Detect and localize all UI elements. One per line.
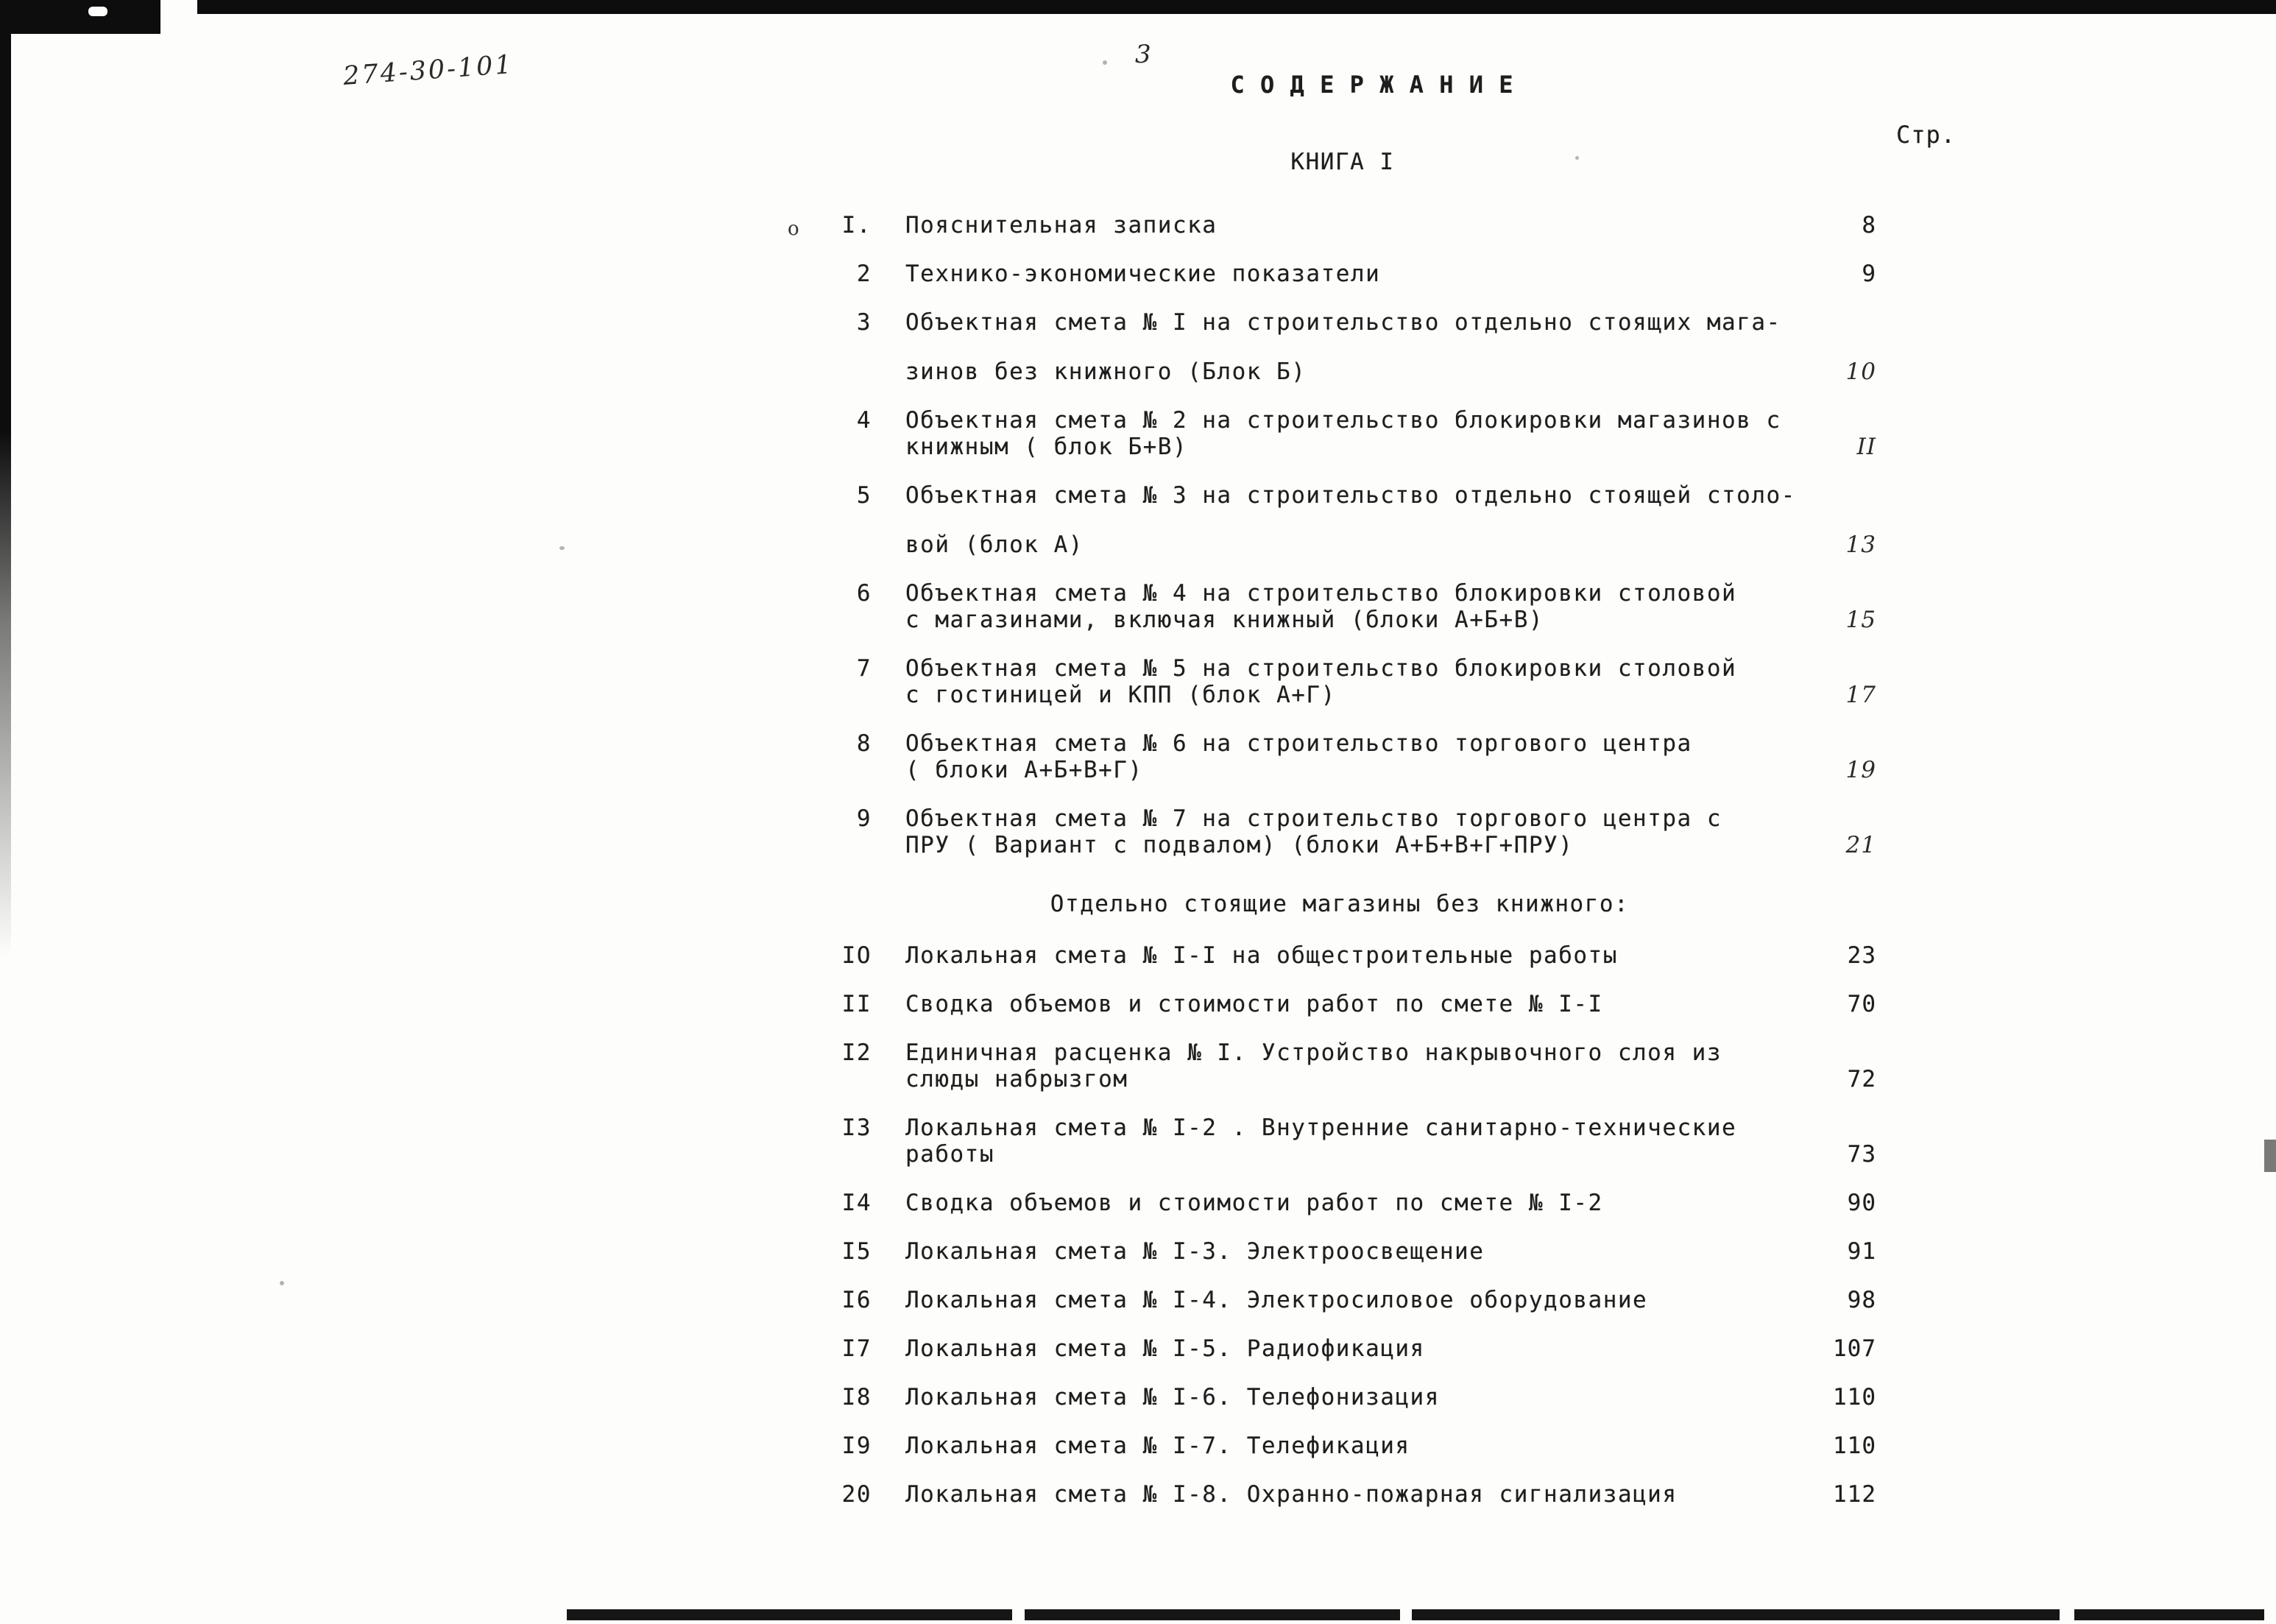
entry-title-line: Локальная смета № I-3. Электроосвещение xyxy=(905,1238,1485,1265)
entry-number: I4 xyxy=(841,1190,872,1216)
entry-title-line: слюды набрызгом xyxy=(905,1066,1128,1092)
entry-title xyxy=(905,309,1818,385)
entry-number: 2 xyxy=(856,261,872,287)
entry-number: 5 xyxy=(856,482,872,509)
entry-page-number: 13 xyxy=(1845,532,1876,558)
toc-entry xyxy=(810,309,1895,385)
document-stamp: 274-30-101 xyxy=(342,49,515,92)
toc-entry xyxy=(810,1238,1895,1265)
toc-entry xyxy=(810,1115,1895,1168)
entry-page-number: 72 xyxy=(1847,1066,1876,1092)
entry-title xyxy=(905,942,1818,969)
toc-entry xyxy=(810,730,1895,783)
entry-number: IO xyxy=(841,942,872,969)
entry-page-number: 91 xyxy=(1847,1238,1876,1265)
entry-title xyxy=(905,1335,1818,1362)
entry-number: I5 xyxy=(841,1238,872,1265)
entry-number: II xyxy=(841,991,872,1017)
toc-entry xyxy=(810,261,1895,287)
entry-title-line: Объектная смета № I на строительство отдельно стоящих мага- xyxy=(905,309,1781,336)
scan-artifact-bottom-bar xyxy=(567,1609,1012,1620)
entry-number: I9 xyxy=(841,1433,872,1459)
scan-speck xyxy=(1103,60,1107,65)
entry-number: I7 xyxy=(841,1335,872,1362)
toc-entry xyxy=(810,655,1895,708)
entry-page-number: 23 xyxy=(1847,942,1876,969)
entry-title-line: Локальная смета № I-6. Телефонизация xyxy=(905,1384,1440,1411)
entry-title-line: Объектная смета № 4 на строительство блокировки столовой xyxy=(905,580,1737,607)
toc-entry xyxy=(810,1287,1895,1313)
entry-page-number: 9 xyxy=(1862,261,1876,287)
scan-artifact-top-left xyxy=(0,0,160,34)
entry-title-line: Локальная смета № I-7. Телефикация xyxy=(905,1433,1410,1459)
entry-title xyxy=(905,212,1818,239)
toc-entry xyxy=(810,942,1895,969)
scan-speck xyxy=(280,1281,284,1285)
entry-title-line: ПРУ ( Вариант с подвалом) (блоки А+Б+В+Г+ПРУ) xyxy=(905,832,1574,858)
entry-number: 6 xyxy=(856,580,872,607)
entry-title xyxy=(905,482,1818,558)
entry-number: 4 xyxy=(856,407,872,434)
entry-number: I. xyxy=(841,212,872,239)
entry-title xyxy=(905,1238,1818,1265)
entry-title-line: Объектная смета № 3 на строительство отдельно стоящей столо- xyxy=(905,482,1796,509)
entry-number: I3 xyxy=(841,1115,872,1141)
toc-entry xyxy=(810,1190,1895,1216)
scan-artifact-bottom-bar xyxy=(2074,1609,2264,1620)
scan-artifact-right-mark xyxy=(2264,1140,2276,1172)
entry-title-line: ( блоки А+Б+В+Г) xyxy=(905,757,1143,783)
toc-section-header: Отдельно стоящие магазины без книжного: xyxy=(1050,891,1630,917)
entry-page-number: 110 xyxy=(1833,1384,1876,1411)
entry-number: 20 xyxy=(841,1481,872,1508)
entry-title-line: Пояснительная записка xyxy=(905,212,1217,239)
entry-page-number: 10 xyxy=(1845,359,1876,385)
entry-title xyxy=(905,1190,1818,1216)
entry-number: I8 xyxy=(841,1384,872,1411)
toc-list xyxy=(810,212,1895,1530)
entry-title-line: Объектная смета № 6 на строительство торгового центра xyxy=(905,730,1692,757)
entry-number: 7 xyxy=(856,655,872,682)
entry-number: I2 xyxy=(841,1039,872,1066)
entry-title xyxy=(905,1287,1818,1313)
sheet-number: 3 xyxy=(1135,40,1151,69)
entry-title-line: Локальная смета № I-5. Радиофикация xyxy=(905,1335,1425,1362)
entry-page-number: 19 xyxy=(1845,757,1876,783)
toc-entry xyxy=(810,482,1895,558)
toc-entry xyxy=(810,212,1895,239)
toc-entry xyxy=(810,1335,1895,1362)
scan-artifact-top-bar xyxy=(197,0,2276,14)
entry-title-line: зинов без книжного (Блок Б) xyxy=(905,359,1307,385)
entry-title xyxy=(905,261,1818,287)
entry-title-line: Объектная смета № 7 на строительство торгового центра с xyxy=(905,805,1722,832)
toc-entry xyxy=(810,1384,1895,1411)
entry-title-line: Объектная смета № 5 на строительство блокировки столовой xyxy=(905,655,1737,682)
entry-title-line: Технико-экономические показатели xyxy=(905,261,1381,287)
entry-title-line: Сводка объемов и стоимости работ по смете № I-I xyxy=(905,991,1603,1017)
entry-title-line: Объектная смета № 2 на строительство блокировки магазинов с xyxy=(905,407,1781,434)
scan-speck xyxy=(559,546,565,550)
toc-entry xyxy=(810,1433,1895,1459)
entry-title xyxy=(905,1115,1818,1168)
entry-title-line: Локальная смета № I-2 . Внутренние санитарно-технические xyxy=(905,1115,1737,1141)
entry-page-number: 8 xyxy=(1862,212,1876,239)
scan-artifact-notch xyxy=(88,7,107,16)
entry-page-number: 73 xyxy=(1847,1141,1876,1168)
entry-page-number: 21 xyxy=(1845,832,1876,858)
entry-title xyxy=(905,730,1818,783)
entry-page-number: 15 xyxy=(1845,607,1876,633)
toc-entry xyxy=(810,407,1895,460)
entry-title xyxy=(905,1433,1818,1459)
book-heading: КНИГА I xyxy=(1290,149,1395,175)
entry-number: I6 xyxy=(841,1287,872,1313)
document-title: С О Д Е Р Ж А Н И Е xyxy=(1230,71,1514,99)
entry-title-line: Сводка объемов и стоимости работ по смете № I-2 xyxy=(905,1190,1603,1216)
entry-number: 3 xyxy=(856,309,872,336)
entry-title-line: с магазинами, включая книжный (блоки А+Б+В) xyxy=(905,607,1544,633)
entry-title xyxy=(905,1481,1818,1508)
entry-title xyxy=(905,1039,1818,1092)
scan-artifact-bottom-bar xyxy=(1412,1609,2060,1620)
scan-artifact-bottom-bar xyxy=(1025,1609,1400,1620)
margin-mark: о xyxy=(788,218,799,240)
entry-page-number: 107 xyxy=(1833,1335,1876,1362)
entry-title xyxy=(905,1384,1818,1411)
entry-title xyxy=(905,655,1818,708)
toc-entry xyxy=(810,580,1895,633)
entry-page-number: 112 xyxy=(1833,1481,1876,1508)
entry-number: 9 xyxy=(856,805,872,832)
entry-title xyxy=(905,805,1818,858)
entry-title xyxy=(905,991,1818,1017)
scan-artifact-left-strip xyxy=(0,0,11,957)
scan-speck xyxy=(1575,156,1579,160)
entry-title-line: Локальная смета № I-8. Охранно-пожарная сигнализация xyxy=(905,1481,1678,1508)
entry-title-line: работы xyxy=(905,1141,994,1168)
entry-page-number: 17 xyxy=(1845,682,1876,708)
entry-title-line: с гостиницей и КПП (блок А+Г) xyxy=(905,682,1336,708)
page-column-header: Стр. xyxy=(1896,121,1957,149)
toc-entry xyxy=(810,1481,1895,1508)
entry-page-number: 70 xyxy=(1847,991,1876,1017)
entry-title xyxy=(905,407,1818,460)
entry-title xyxy=(905,580,1818,633)
entry-page-number: 110 xyxy=(1833,1433,1876,1459)
toc-entry xyxy=(810,805,1895,858)
entry-title-line: Единичная расценка № I. Устройство накрывочного слоя из xyxy=(905,1039,1722,1066)
toc-entry xyxy=(810,991,1895,1017)
entry-title-line: книжным ( блок Б+В) xyxy=(905,434,1188,460)
entry-title-line: Локальная смета № I-I на общестроительные работы xyxy=(905,942,1618,969)
entry-page-number: 90 xyxy=(1847,1190,1876,1216)
entry-page-number: 98 xyxy=(1847,1287,1876,1313)
entry-title-line: Локальная смета № I-4. Электросиловое оборудование xyxy=(905,1287,1648,1313)
toc-entry xyxy=(810,1039,1895,1092)
entry-title-line: вой (блок А) xyxy=(905,532,1084,558)
entry-number: 8 xyxy=(856,730,872,757)
entry-page-number: II xyxy=(1856,434,1876,460)
